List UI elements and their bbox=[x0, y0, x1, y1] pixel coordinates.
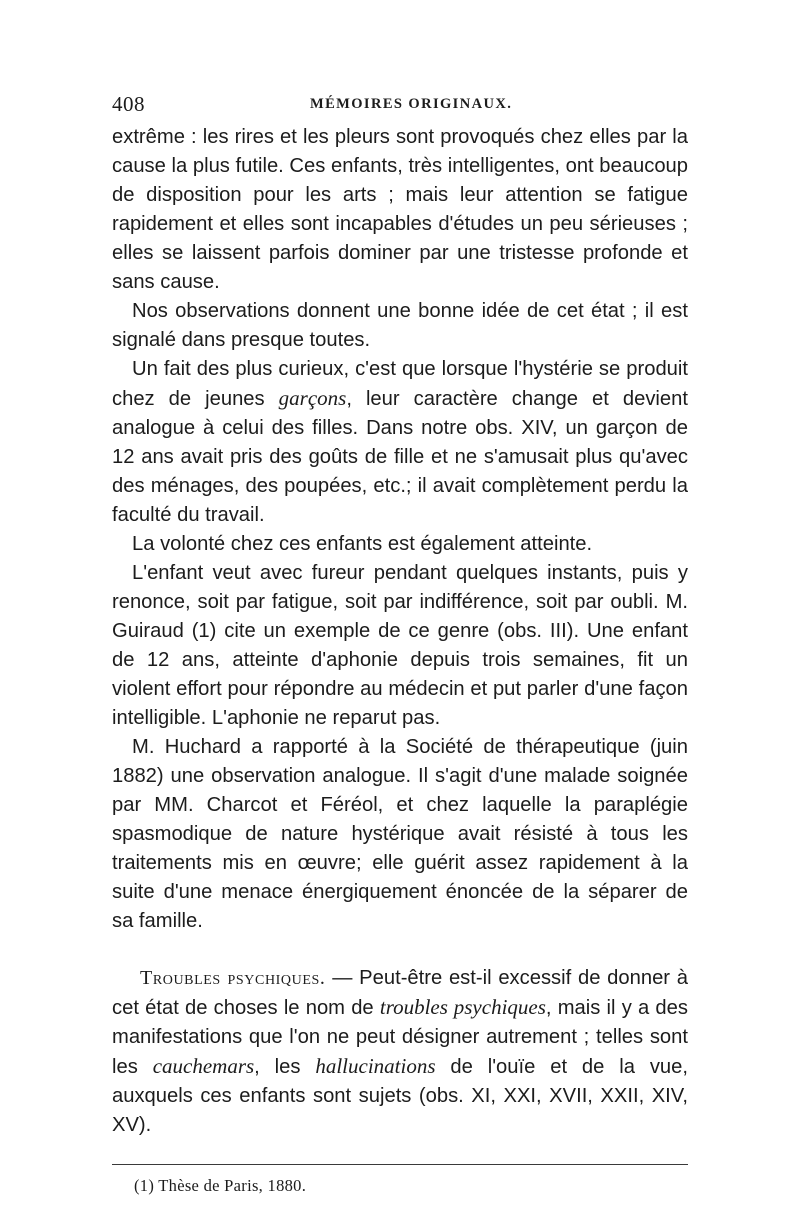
section-text-3: , les bbox=[254, 1056, 316, 1078]
section-italic-3: hallucinations bbox=[315, 1054, 436, 1078]
section-italic-2: cauchemars bbox=[152, 1054, 255, 1078]
paragraph-4: La volonté chez ces enfants est également atteinte. bbox=[132, 533, 593, 555]
paragraph-3-text-before: Un fait des plus curieux, c'est que lorsque l'hystérie se produit chez de jeunes bbox=[112, 358, 688, 410]
section-heading: Troubles psychiques. bbox=[140, 967, 326, 989]
section-dash: — bbox=[325, 967, 360, 989]
section-text-2: , mais il y a des manifestations que l'on ne peut désigner autrement ; telles sont les bbox=[112, 997, 688, 1078]
paragraph-1: extrême : les rires et les pleurs sont provoqués chez elles par la cause la plus futile. Ces enfants, très intelligentes, ont beaucoup de disposition pour les arts ; mais leur attention se fatigue rapidement et elles sont incapables d'études un peu sérieuses ; elles se laissent parfois dominer par une tristesse profonde et sans cause. bbox=[112, 126, 688, 293]
body-text bbox=[112, 123, 688, 1140]
section-text-1: Peut-être est-il excessif de donner à cet état de choses le nom de bbox=[112, 967, 689, 1019]
book-page bbox=[112, 92, 688, 1196]
paragraph-3-text-after: , leur caractère change et devient analogue à celui des filles. Dans notre obs. XIV, un garçon de 12 ans avait pris des goûts de fille et ne s'amusait plus qu'avec des ménages, des poupées, etc.; il avait complètement perdu la faculté du travail. bbox=[112, 388, 688, 526]
footnote-divider bbox=[112, 1164, 688, 1165]
page-number: 408 bbox=[112, 92, 145, 116]
footnote: (1) Thèse de Paris, 1880. bbox=[134, 1176, 307, 1195]
section-troubles-psychiques bbox=[112, 964, 688, 1140]
running-title: MÉMOIRES ORIGINAUX. bbox=[310, 96, 513, 112]
section-text-4: de l'ouïe et de la vue, auxquels ces enfants sont sujets (obs. XI, XXI, XVII, XXII, XIV, XV). bbox=[112, 1056, 688, 1136]
paragraph-5: L'enfant veut avec fureur pendant quelques instants, puis y renonce, soit par fatigue, soit par indifférence, soit par oubli. M. Guiraud (1) cite un exemple de ce genre (obs. III). Une enfant de 12 ans, atteinte d'aphonie depuis trois semaines, fit un violent effort pour répondre au médecin et put parler d'une façon intelligible. L'aphonie ne reparut pas. bbox=[112, 562, 688, 729]
paragraph-3 bbox=[112, 355, 688, 530]
paragraph-3-italic: garçons bbox=[278, 386, 347, 410]
section-italic-1: troubles psychiques bbox=[379, 995, 546, 1019]
page-header bbox=[112, 92, 688, 122]
paragraph-2: Nos observations donnent une bonne idée de cet état ; il est signalé dans presque toutes. bbox=[112, 300, 688, 351]
paragraph-6: M. Huchard a rapporté à la Société de thérapeutique (juin 1882) une observation analogue. Il s'agit d'une malade soignée par MM. Charcot et Féréol, et chez laquelle la paraplégie spasmodique de nature hystérique avait résisté à tous les traitements mis en œuvre; elle guérit assez rapidement à la suite d'une menace énergiquement énoncée de la séparer de sa famille. bbox=[112, 736, 688, 932]
